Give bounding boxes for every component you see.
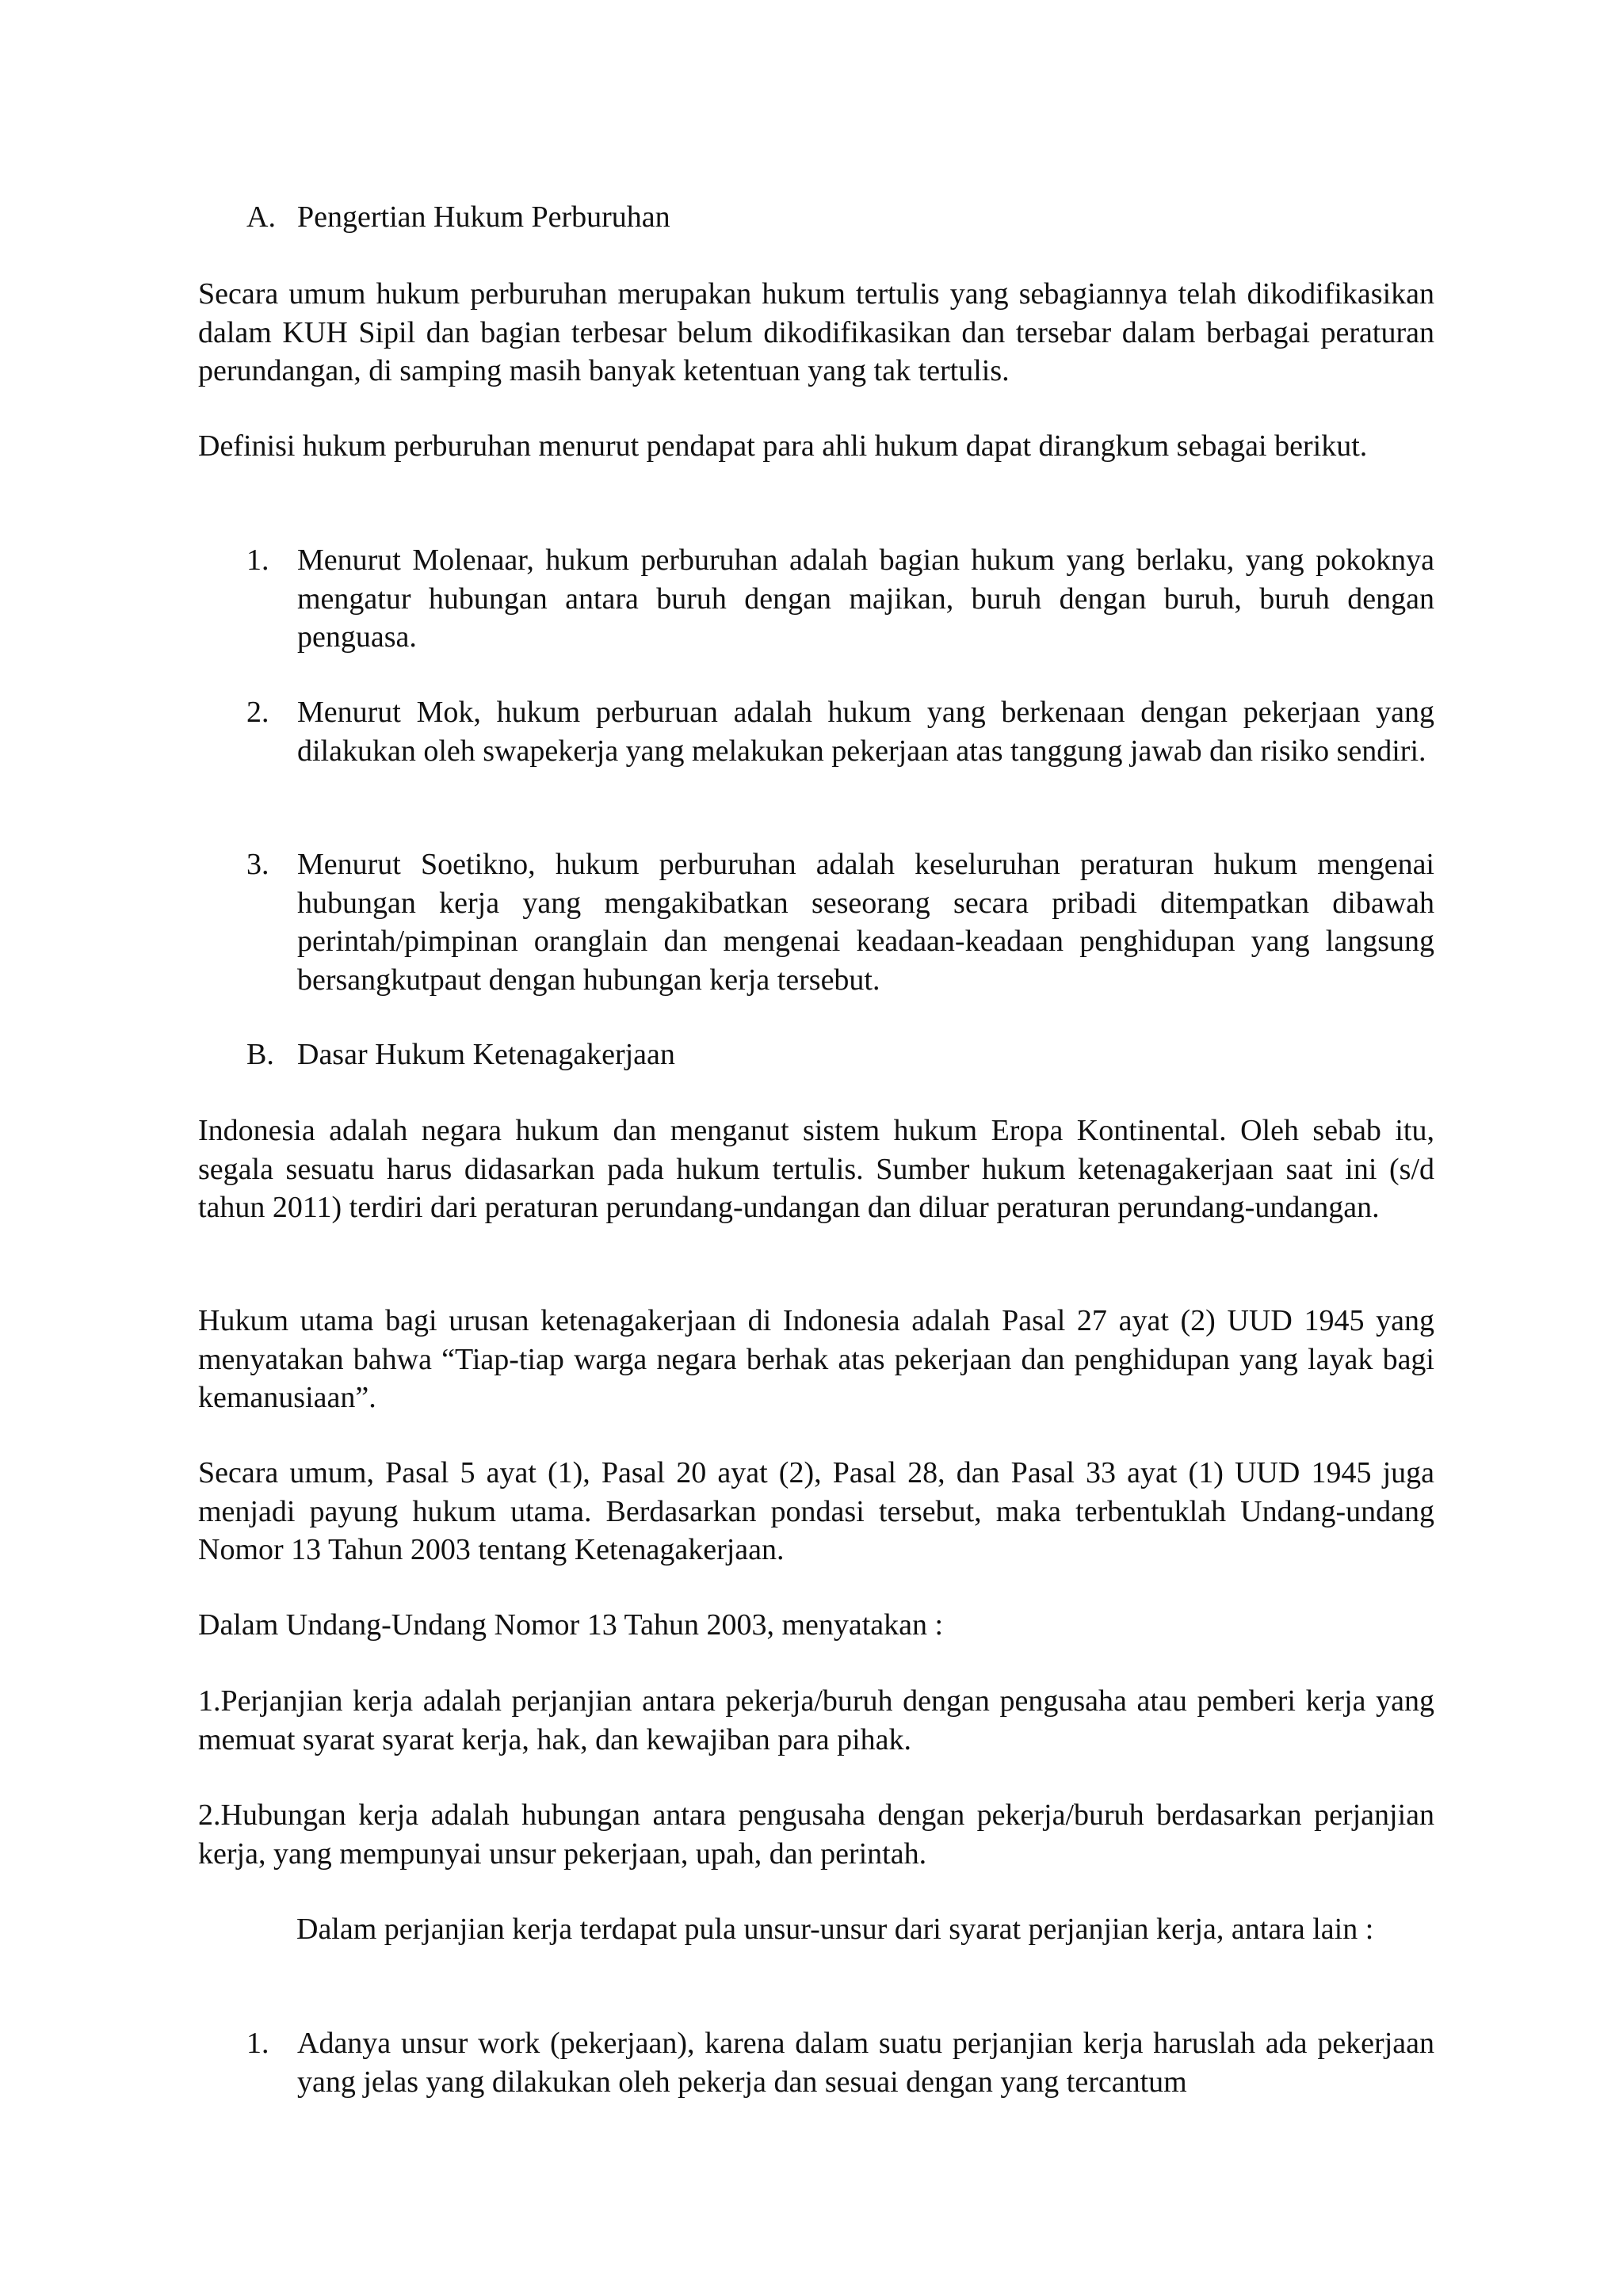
definition-text: Menurut Molenaar, hukum perburuhan adalah bagian hukum yang berlaku, yang pokoknya mengatur hubungan antara buruh dengan majikan, buruh dengan buruh, buruh dengan penguasa.	[297, 543, 1434, 654]
definition-number: 3.	[246, 848, 269, 881]
definition-item-1	[246, 541, 1434, 657]
section-a-paragraph-1: Secara umum hukum perburuhan merupakan hukum tertulis yang sebagiannya telah dikodifikasikan dalam KUH Sipil dan bagian terbesar belum dikodifikasikan dan tersebar dalam berbagai peraturan perundangan, di samping masih banyak ketentuan yang tak tertulis.	[198, 277, 1434, 387]
section-b-paragraph-2: Hukum utama bagi urusan ketenagakerjaan di Indonesia adalah Pasal 27 ayat (2) UUD 1945 yang menyatakan bahwa “Tiap-tiap warga negara berhak atas pekerjaan dan penghidupan yang layak bagi kemanusiaan”.	[198, 1304, 1434, 1414]
element-number: 1.	[246, 2027, 269, 2060]
section-b-heading	[246, 1035, 675, 1074]
definition-item-2	[246, 693, 1434, 770]
section-b-paragraph-5: 1.Perjanjian kerja adalah perjanjian antara pekerja/buruh dengan pengusaha atau pemberi kerja yang memuat syarat syarat kerja, hak, dan kewajiban para pihak.	[198, 1684, 1434, 1756]
section-b-title: Dasar Hukum Ketenagakerjaan	[297, 1038, 675, 1071]
element-text: Adanya unsur work (pekerjaan), karena dalam suatu perjanjian kerja haruslah ada pekerjaan yang jelas yang dilakukan oleh pekerja dan sesuai dengan yang tercantum	[297, 2027, 1434, 2099]
definition-item-3	[246, 845, 1434, 999]
section-a-paragraph-2: Definisi hukum perburuhan menurut pendapat para ahli hukum dapat dirangkum sebagai berikut.	[198, 429, 1368, 463]
section-a-title: Pengertian Hukum Perburuhan	[297, 200, 670, 234]
definition-number: 1.	[246, 543, 269, 577]
section-b-paragraph-3: Secara umum, Pasal 5 ayat (1), Pasal 20 ayat (2), Pasal 28, dan Pasal 33 ayat (1) UUD 1945 juga menjadi payung hukum utama. Berdasarkan pondasi tersebut, maka terbentuklah Undang-undang Nomor 13 Tahun 2003 tentang Ketenagakerjaan.	[198, 1456, 1434, 1566]
section-b-paragraph-4: Dalam Undang-Undang Nomor 13 Tahun 2003, menyatakan :	[198, 1608, 944, 1642]
element-item-1	[246, 2024, 1434, 2101]
definition-text: Menurut Mok, hukum perburuan adalah hukum yang berkenaan dengan pekerjaan yang dilakukan oleh swapekerja yang melakukan pekerjaan atas tanggung jawab dan risiko sendiri.	[297, 696, 1434, 768]
section-b-paragraph-6: 2.Hubungan kerja adalah hubungan antara pengusaha dengan pekerja/buruh berdasarkan perjanjian kerja, yang mempunyai unsur pekerjaan, upah, dan perintah.	[198, 1798, 1434, 1871]
section-b-paragraph-1: Indonesia adalah negara hukum dan menganut sistem hukum Eropa Kontinental. Oleh sebab itu, segala sesuatu harus didasarkan pada hukum tertulis. Sumber hukum ketenagakerjaan saat ini (s/d tahun 2011) terdiri dari peraturan perundang-undangan dan diluar peraturan perundang-undangan.	[198, 1114, 1434, 1224]
section-a-heading	[246, 198, 670, 237]
definition-text: Menurut Soetikno, hukum perburuhan adalah keseluruhan peraturan hukum mengenai hubungan kerja yang mengakibatkan seseorang secara pribadi ditempatkan dibawah perintah/pimpinan oranglain dan mengenai keadaan-keadaan penghidupan yang langsung bersangkutpaut dengan hubungan kerja tersebut.	[297, 848, 1434, 997]
definition-number: 2.	[246, 696, 269, 729]
section-b-label: B.	[246, 1038, 274, 1071]
section-a-label: A.	[246, 200, 276, 234]
section-b-paragraph-7: Dalam perjanjian kerja terdapat pula unsur-unsur dari syarat perjanjian kerja, antara lain :	[296, 1913, 1374, 1946]
